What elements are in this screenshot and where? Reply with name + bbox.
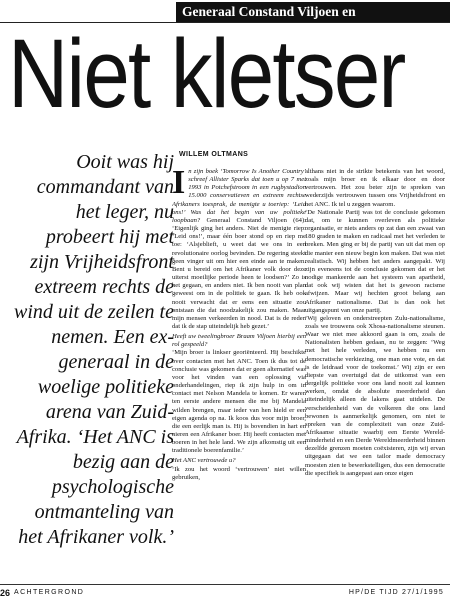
paragraph: ‘Mijn broer is linkser georiënteerd. Hij beschikte over contacten met het ANC. Toen ik dus tot de conclusie was gekomen dat er geen alternatief was voor het vinden van een oplossing via onderhandelingen, riep ik zijn hulp in om in contact met Nelson Mandela te komen. Er waren ten eerste andere mensen die me bij Mandela wilden brengen, maar ieder van hen hield er een eigen agenda op na. Ik koos dus voor mijn broer, die een eerlijk man is. Hij is bovendien in hart en nieren een Afrikaner boer. Hij heeft contacten met boeren in het hele land. We zijn afkomstig uit een traditionele boerenfamilie.’ [172, 349, 306, 455]
paragraph: ‘Ik zou het woord ‘vertrouwen’ niet willen gebruiken, [172, 465, 306, 481]
paragraph: ‘De Nationale Partij was tot de conclusie gekomen dat, om te kunnen overleven als politieke organisatie, er niets anders op zat dan een zwaai van 180 graden te maken en radicaal met het verleden te breken. Men ging er bij de partij van uit dat men op die manier een nieuw begin kon maken. Dat was niet realistisch. Wij hebben het anders aangepakt. Wij zijn eveneens tot de conclusie gekomen dat er het nodige mankeerde aan het systeem van apartheid, dat ook wij wisten dat het is gewoon racisme afwijzen. Maar wij hechten groot belang aan Afrikaner nationalisme. Dat is dan ook het uitgangspunt van onze partij. [305, 208, 445, 314]
headline: Niet kletser [8, 19, 405, 128]
drop-cap: I [172, 168, 186, 201]
issue-info: HP/DE TIJD 27/1/1995 [348, 589, 444, 596]
lead-question: n zijn boek ‘Tomorrow Is Another Country’ schreef Allister Sparks dat toen u op 7 mei 1993 in Potchefstroom in een rugbystadion 15.000 conservatieven en extreem rechtse Afrikaners toesprak, de menigte u toeriep: ‘Leid ons!’ Was dat het begin van uw politieke loopbaan? [172, 168, 306, 224]
paragraph: Generaal Constand Viljoen (64): ‘Eigenlijk ging het anders. Niet de menigte riep: ‘Leid ons!’, maar één boer stond op en riep me toe: ‘Alsjeblieft, u weet dat we ons in een revolutionaire oorlog bevinden. De regering steekt geen vinger uit om hier een einde aan te maken. Bent u bereid om het Afrikaner volk door deze uiterst moeilijke periode heen te loodsen?’ Zo is het gegaan, en anders niet. Ik ben nooit van plan geweest om in de politiek te gaan. Ik heb ook nooit verwacht dat er eens een situatie zou ontstaan die dat noodzakelijk zou maken. Maar mijn mensen verkeerden in nood. Dat is de reden dat ik de stap uiteindelijk heb gezet.’ [172, 216, 306, 330]
section-label: ACHTERGROND [14, 589, 85, 596]
lead-paragraph [172, 168, 306, 331]
page-number: 26 [0, 588, 11, 598]
paragraph: ‘Wij geloven en onderstreepten Zulu-nationalisme, zoals we trouwens ook Xhosa-nationalisme steunen. Waar we niet mee akkoord gaan is om, zoals de Nationalisten hebben gedaan, nu te zeggen: ‘Weg met het hele verleden, we hebben nu een democratische verkiezing, one man one vote, en dat is de leidraad voor de toekomst.’ Wij zijn er een diepste van overtuigd dat de uitkomst van een dergelijk politieke voor ons land nooit zal kunnen werken, omdat de absolute meerderheid dan uiteindelijk alleen de lakens gaat uitdelen. De verscheidenheid van de volkeren die ons land bewonen is aanmerkelijk genomen, om niet te spreken van de complexiteit van onze Zuid-Afrikaanse situatie waarbij een Eerste Wereld-minderheid en een Derde Wereldmeerderheid binnen dezelfde grenzen moeten coëxisteren, zijn wij ervan uitgegaan dat we een tailor made democracy moesten zien te bewerkstelligen, dus een democratie die specifiek is aangepast aan onze eigen [305, 314, 445, 477]
article-column-2 [305, 168, 445, 580]
interview-question: Het ANC vertrouwde u? [172, 457, 236, 465]
article-column-1 [172, 168, 306, 580]
interview-question: Heeft uw tweelingbroer Braam Viljoen hierbij een rol gespeeld? [172, 333, 306, 349]
pull-quote: Ooit was hij commandant van het leger, nu probeert hij met zijn Vrijheidsfront extreem rechts de wind uit de zeilen te nemen. Een ex-generaal in de woelige politieke arena van Zuid-Afrika. ‘Het ANC is bezig aan de psychologische ontmanteling van het Afrikaner volk.’ [14, 151, 174, 548]
article-series-banner: Generaal Constand Viljoen en [176, 2, 450, 22]
paragraph: althans niet in de strikte betekenis van het woord, zoals mijn broer en ik elkaar door en door vertrouwen. Het zou beter zijn te spreken van wederzijds vertrouwen tussen ons Vrijheidsfront en het ANC. Ik tel u zeggen waarom. [305, 168, 445, 208]
footer-rule [0, 584, 450, 585]
byline: WILLEM OLTMANS [179, 151, 249, 158]
